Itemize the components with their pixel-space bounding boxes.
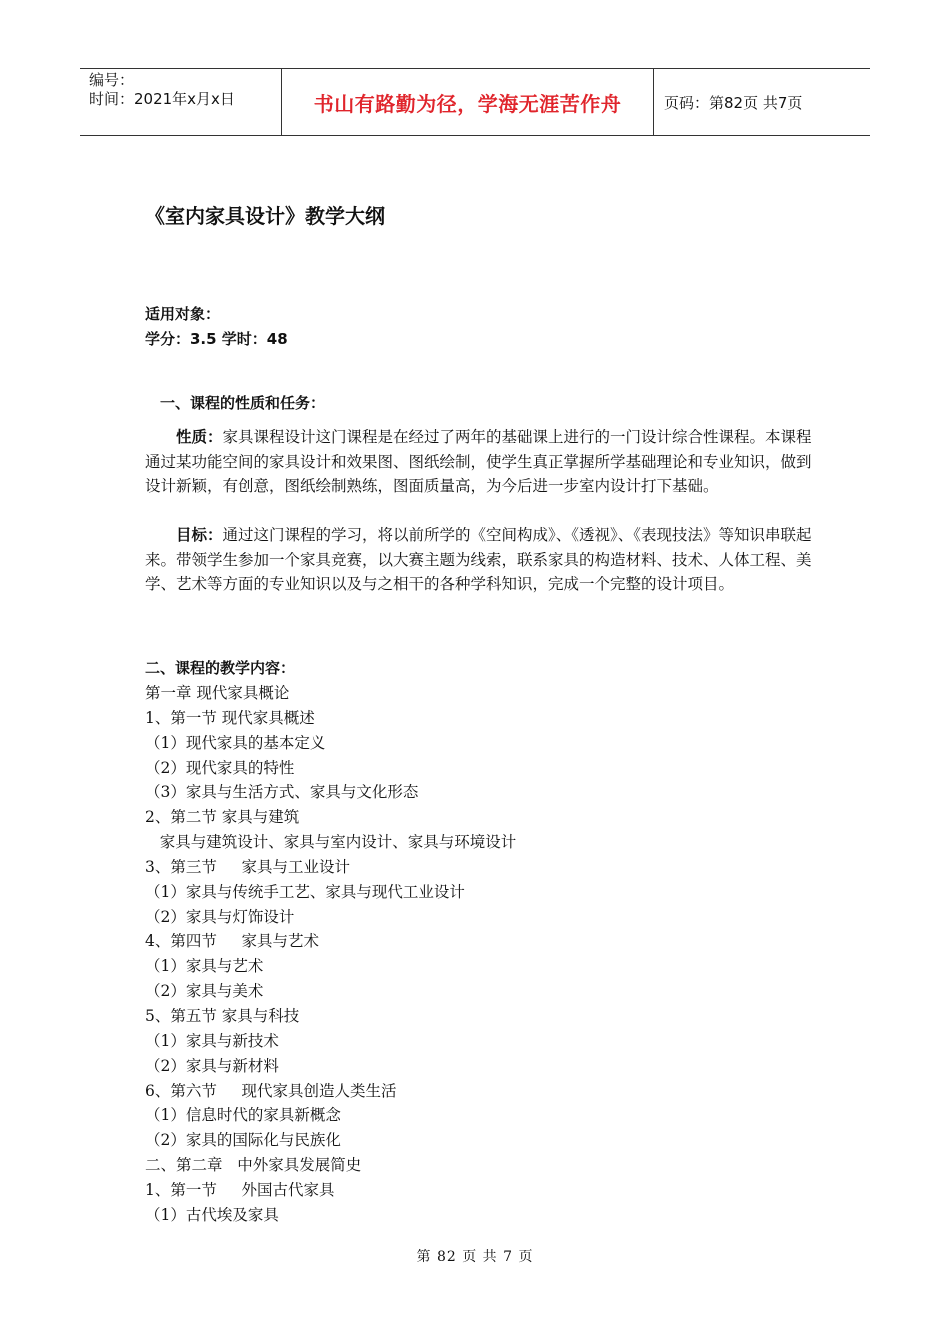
- outline-line: （1）信息时代的家具新概念: [145, 1106, 341, 1125]
- outline-line: 3、第三节 家具与工业设计: [145, 857, 350, 876]
- outline-line: （2）家具与灯饰设计: [145, 907, 295, 926]
- goal-paragraph: [145, 523, 815, 597]
- outline-line: 6、第六节 现代家具创造人类生活: [145, 1081, 397, 1100]
- header-page-cell: [654, 69, 870, 135]
- outline-line: （1）家具与传统手工艺、家具与现代工业设计: [145, 882, 465, 901]
- section-nature-heading: 一、课程的性质和任务：: [160, 394, 326, 412]
- outline-line: 1、第一节 外国古代家具: [145, 1180, 335, 1199]
- motto-text: 书山有路勤为径，学海无涯苦作舟: [313, 91, 622, 116]
- goal-label: 目标：: [176, 526, 223, 544]
- nature-paragraph: [145, 425, 815, 499]
- outline-line: 二、第二章 中外家具发展简史: [145, 1156, 362, 1175]
- section-content-heading: 二、课程的教学内容：: [145, 659, 296, 677]
- header-motto-cell: [282, 69, 654, 135]
- outline-line: 第一章 现代家具概论: [145, 684, 290, 702]
- outline-line: （1）家具与新技术: [145, 1031, 279, 1050]
- outline-line: （2）现代家具的特性: [145, 758, 295, 777]
- outline-line: 1、第一节 现代家具概述: [145, 708, 315, 727]
- outline-line: 2、第二节 家具与建筑: [145, 808, 300, 827]
- goal-text: 通过这门课程的学习，将以前所学的《空间构成》、《透视》、《表现技法》等知识串联起来。带领学生参加一个家具竞赛，以大赛主题为线索，联系家具的构造材料、技术、人体工程、美学、艺术等方面的专业知识以及与之相干的各种学科知识，完成一个完整的设计项目。: [145, 526, 812, 593]
- document-title: 《室内家具设计》教学大纲: [145, 204, 385, 228]
- number-label: 编号：: [89, 71, 135, 89]
- outline-line: （3）家具与生活方式、家具与文化形态: [145, 783, 419, 802]
- credits-hours: 学分：3.5 学时：48: [145, 330, 288, 348]
- course-outline: [145, 681, 516, 1228]
- nature-label: 性质：: [176, 428, 223, 446]
- outline-line: （1）家具与艺术: [145, 957, 264, 976]
- outline-line: 4、第四节 家具与艺术: [145, 932, 319, 951]
- outline-line: （2）家具与美术: [145, 982, 264, 1001]
- outline-line: 5、第五节 家具与科技: [145, 1006, 300, 1025]
- audience-label: 适用对象：: [145, 305, 221, 323]
- header-left-cell: [80, 69, 282, 135]
- outline-line: （2）家具的国际化与民族化: [145, 1131, 341, 1150]
- time-label: 时间：2021年x月x日: [89, 90, 235, 108]
- outline-line: （2）家具与新材料: [145, 1056, 279, 1075]
- outline-line: （1）古代埃及家具: [145, 1205, 279, 1224]
- document-header: [80, 68, 870, 136]
- outline-line: 家具与建筑设计、家具与室内设计、家具与环境设计: [145, 833, 517, 852]
- page-footer: 第 82 页 共 7 页: [416, 1249, 534, 1265]
- page-label: 页码：第82页 共7页: [664, 93, 803, 112]
- nature-text: 家具课程设计这门课程是在经过了两年的基础课上进行的一门设计综合性课程。本课程通过某功能空间的家具设计和效果图、图纸绘制，使学生真正掌握所学基础理论和专业知识，做到设计新颖，有创意，图纸绘制熟练，图面质量高，为今后进一步室内设计打下基础。: [145, 428, 812, 495]
- course-meta: [145, 302, 288, 352]
- outline-line: （1）现代家具的基本定义: [145, 733, 326, 752]
